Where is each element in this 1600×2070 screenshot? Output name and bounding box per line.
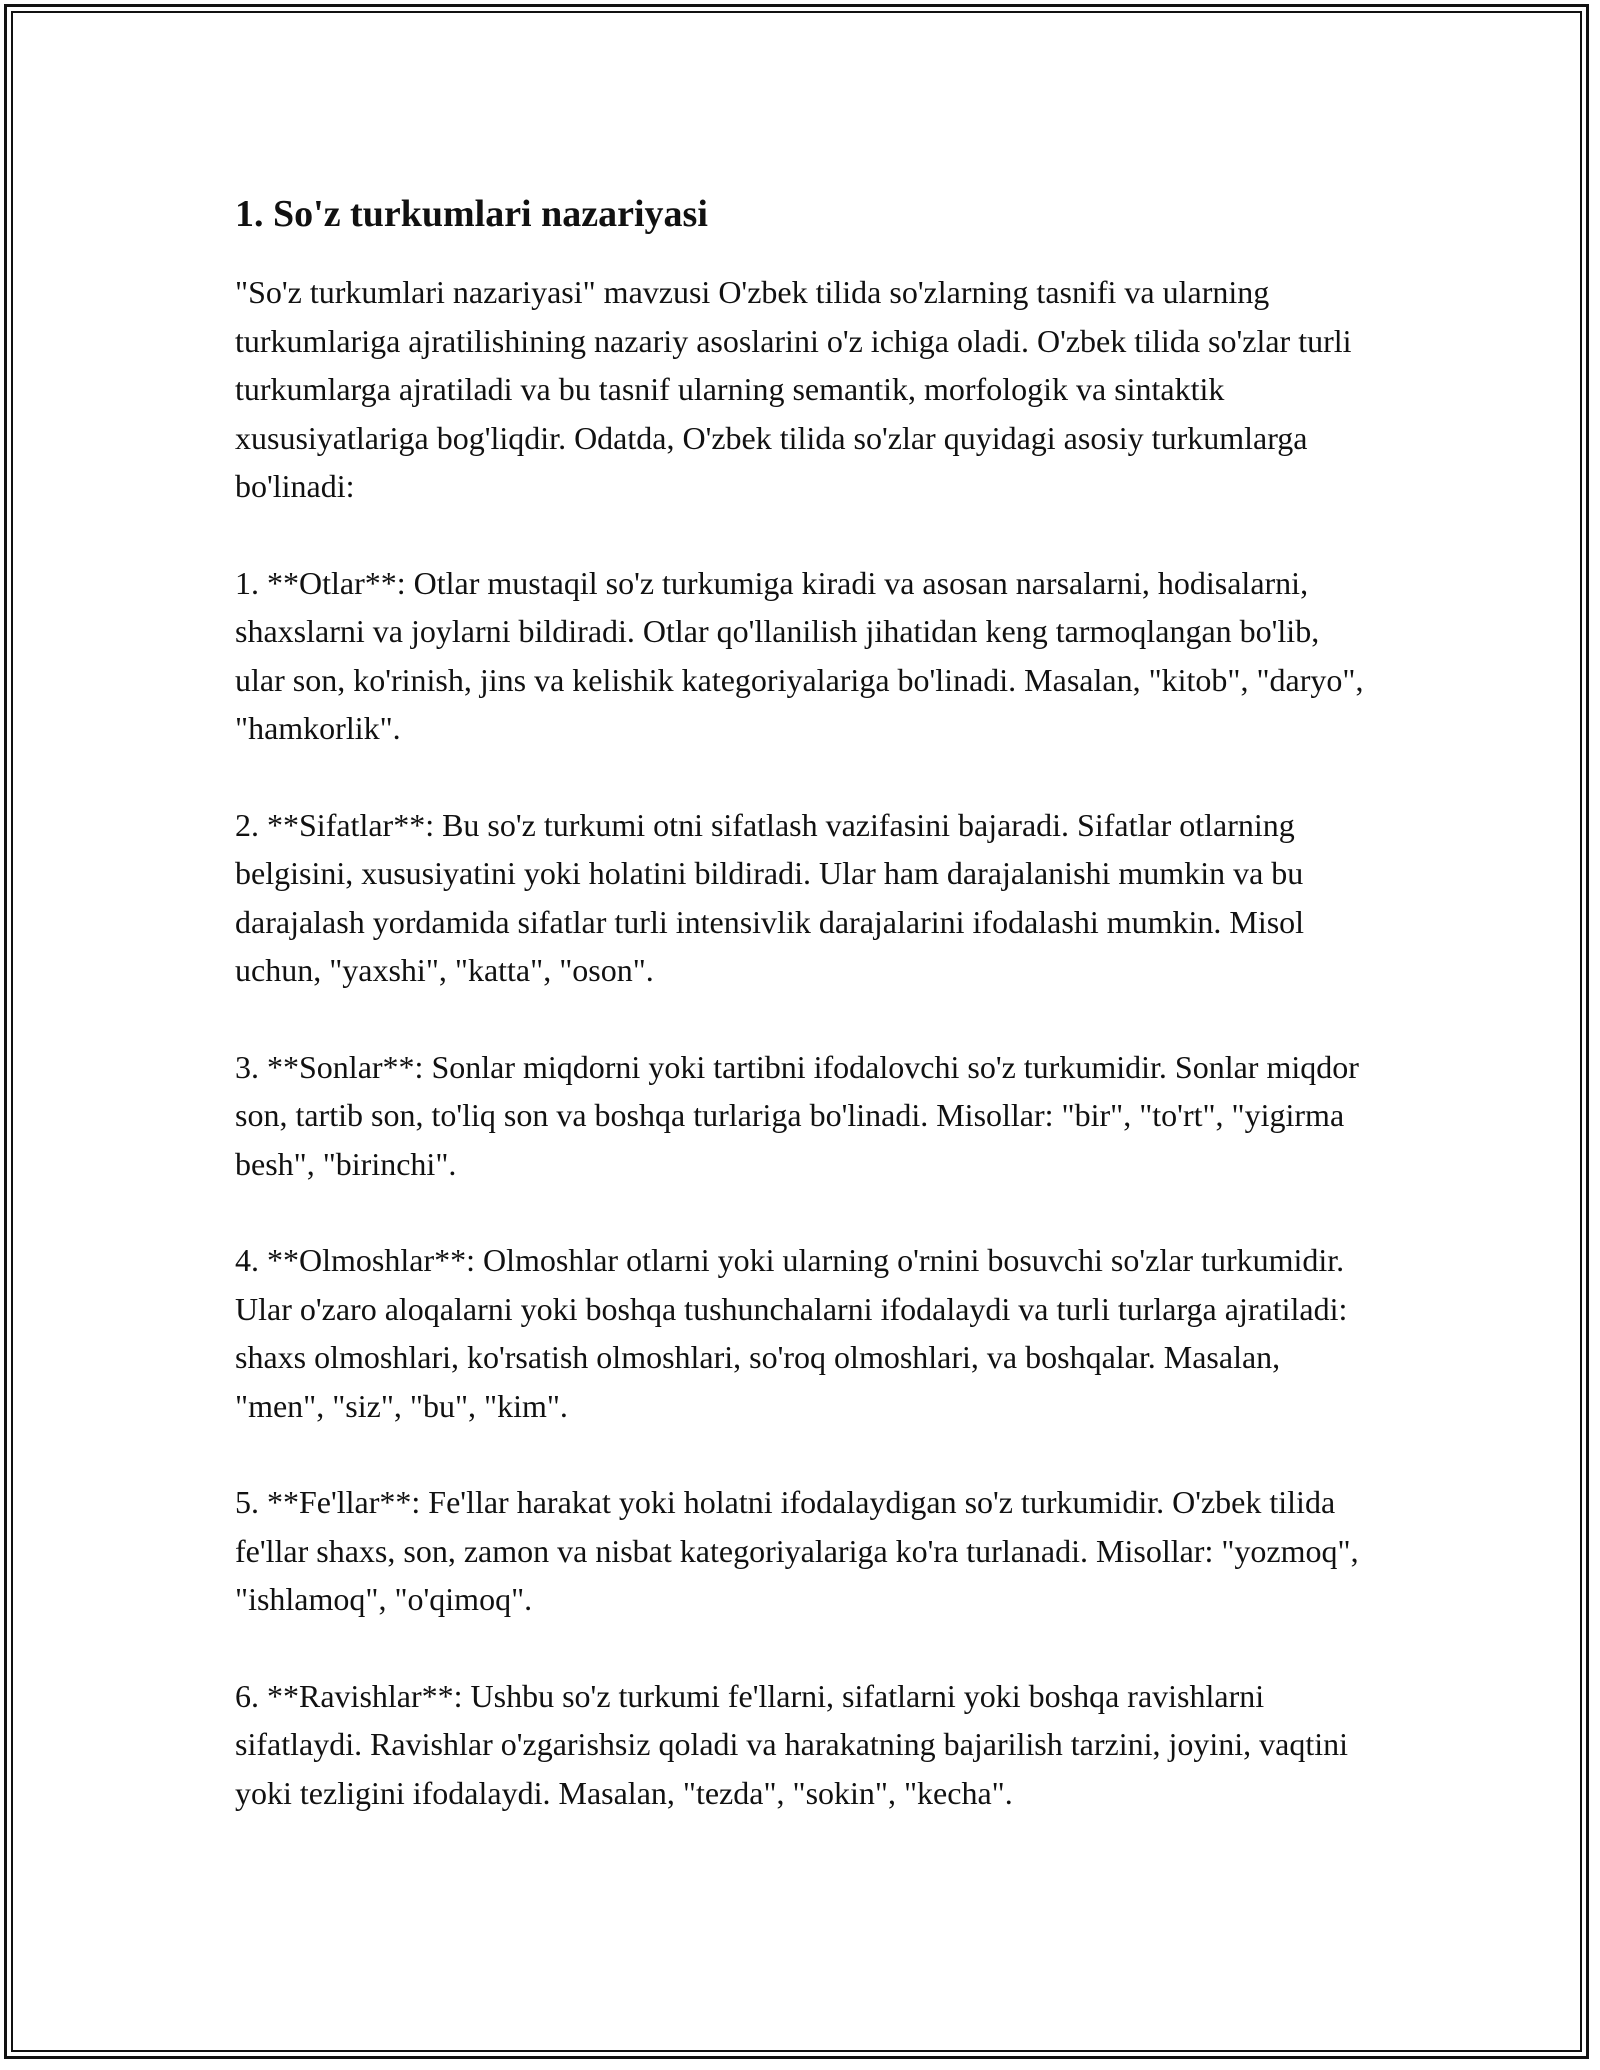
document-body: [235, 188, 1375, 1865]
paragraph-sonlar: 3. **Sonlar**: Sonlar miqdorni yoki tartibni ifodalovchi so'z turkumidir. Sonlar miqdor son, tartib son, to'liq son va boshqa turlariga bo'linadi. Misollar: "bir", "to'rt", "yigirma besh", "birinchi".: [235, 1048, 1359, 1182]
paragraph-otlar: 1. **Otlar**: Otlar mustaqil so'z turkumiga kiradi va asosan narsalarni, hodisalarni, shaxslarni va joylarni bildiradi. Otlar qo'llanilish jihatidan keng tarmoqlangan bo'lib, ular son, ko'rinish, jins va kelishik kategoriyalariga bo'linadi. Masalan, "kitob", "daryo", "hamkorlik".: [235, 564, 1364, 746]
section-heading: 1. So'z turkumlari nazariyasi: [235, 193, 708, 235]
paragraph-fellar: 5. **Fe'llar**: Fe'llar harakat yoki holatni ifodalaydigan so'z turkumidir. O'zbek tilida fe'llar shaxs, son, zamon va nisbat kategoriyalariga ko'ra turlanadi. Misollar: "yozmoq", "ishlamoq", "o'qimoq".: [235, 1484, 1359, 1617]
paragraph-olmoshlar: 4. **Olmoshlar**: Olmoshlar otlarni yoki ularning o'rnini bosuvchi so'zlar turkumidir. Ular o'zaro aloqalarni yoki boshqa tushunchalarni ifodalaydi va turli turlarga ajratiladi: shaxs olmoshlari, ko'rsatish olmoshlari, so'roq olmoshlari, va boshqalar. Masalan, "men", "siz", "bu", "kim".: [235, 1242, 1348, 1424]
intro-paragraph: "So'z turkumlari nazariyasi" mavzusi O'zbek tilida so'zlarning tasnifi va ularning turkumlariga ajratilishining nazariy asoslarini o'z ichiga oladi. O'zbek tilida so'zlar turli turkumlarga ajratiladi va bu tasnif ularning semantik, morfologik va sintaktik xususiyatlariga bog'liqdir. Odatda, O'zbek tilida so'zlar quyidagi asosiy turkumlarga bo'linadi:: [235, 274, 1352, 504]
paragraph-ravishlar: 6. **Ravishlar**: Ushbu so'z turkumi fe'llarni, sifatlarni yoki boshqa ravishlarni sifatlaydi. Ravishlar o'zgarishsiz qoladi va harakatning bajarilish tarzini, joyini, vaqtini yoki tezligini ifodalaydi. Masalan, "tezda", "sokin", "kecha".: [235, 1677, 1349, 1811]
paragraph-sifatlar: 2. **Sifatlar**: Bu so'z turkumi otni sifatlash vazifasini bajaradi. Sifatlar otlarning belgisini, xususiyatini yoki holatini bildiradi. Ular ham darajalanishi mumkin va bu darajalash yordamida sifatlar turli intensivlik darajalarini ifodalashi mumkin. Misol uchun, "yaxshi", "katta", "oson".: [235, 806, 1305, 988]
